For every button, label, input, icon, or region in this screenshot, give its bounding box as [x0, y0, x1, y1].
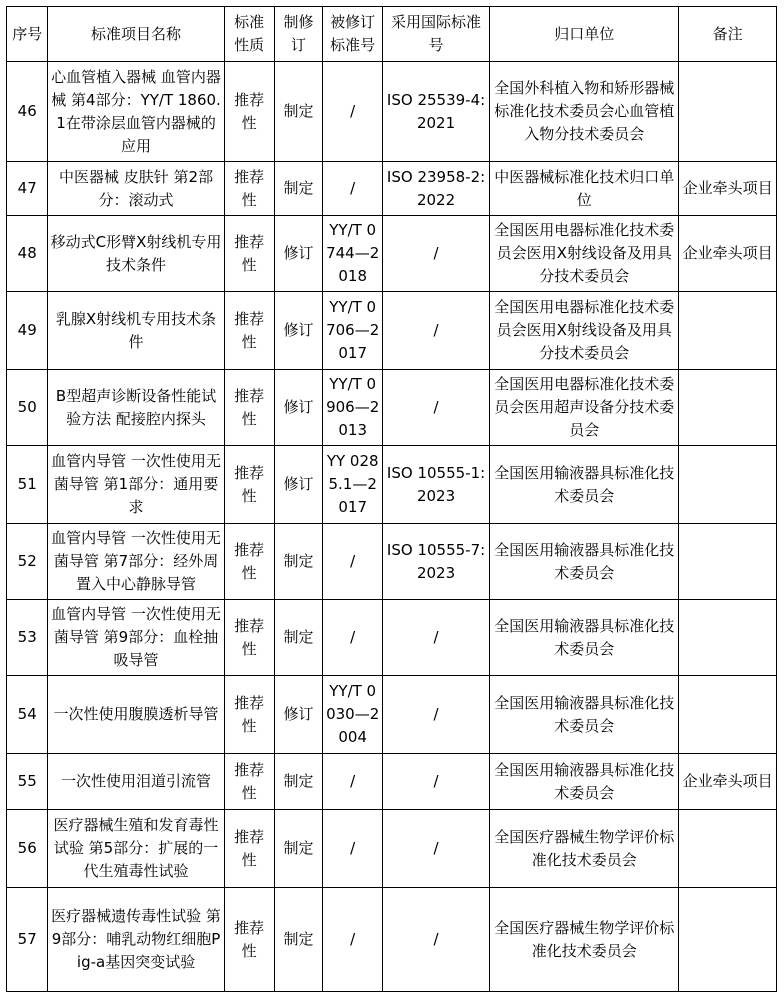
- cell-unit: 全国医用电器标准化技术委员会医用X射线设备及用具分技术委员会: [490, 216, 679, 292]
- table-row: [7, 62, 777, 162]
- cell-type: 修订: [274, 446, 323, 524]
- cell-replaced: YY/T 0744—2018: [323, 216, 382, 292]
- table-header-row: [7, 7, 777, 62]
- cell-intl: /: [382, 292, 489, 370]
- cell-no: 56: [7, 810, 48, 888]
- cell-nature: 推荐性: [224, 524, 274, 600]
- cell-type: 修订: [274, 292, 323, 370]
- cell-note: [679, 524, 777, 600]
- cell-intl: /: [382, 676, 489, 754]
- cell-no: 55: [7, 754, 48, 810]
- cell-name: B型超声诊断设备性能试验方法 配接腔内探头: [48, 370, 224, 446]
- header-note: 备注: [679, 7, 777, 62]
- cell-replaced: YY 0285.1—2017: [323, 446, 382, 524]
- table-row: [7, 810, 777, 888]
- cell-intl: ISO 25539-4:2021: [382, 62, 489, 162]
- cell-name: 移动式C形臂X射线机专用技术条件: [48, 216, 224, 292]
- cell-name: 血管内导管 一次性使用无菌导管 第7部分：经外周置入中心静脉导管: [48, 524, 224, 600]
- cell-nature: 推荐性: [224, 446, 274, 524]
- cell-replaced: YY/T 0906—2013: [323, 370, 382, 446]
- cell-nature: 推荐性: [224, 754, 274, 810]
- cell-name: 中医器械 皮肤针 第2部分：滚动式: [48, 162, 224, 216]
- header-replaced: 被修订标准号: [323, 7, 382, 62]
- cell-unit: 全国医用电器标准化技术委员会医用超声设备分技术委员会: [490, 370, 679, 446]
- cell-type: 制定: [274, 162, 323, 216]
- cell-replaced: /: [323, 754, 382, 810]
- cell-replaced: /: [323, 600, 382, 676]
- cell-type: 制定: [274, 754, 323, 810]
- cell-unit: 全国医疗器械生物学评价标准化技术委员会: [490, 888, 679, 992]
- cell-intl: ISO 10555-1:2023: [382, 446, 489, 524]
- cell-intl: /: [382, 810, 489, 888]
- cell-no: 50: [7, 370, 48, 446]
- cell-name: 血管内导管 一次性使用无菌导管 第1部分：通用要求: [48, 446, 224, 524]
- cell-note: [679, 810, 777, 888]
- cell-name: 血管内导管 一次性使用无菌导管 第9部分：血栓抽吸导管: [48, 600, 224, 676]
- cell-note: [679, 446, 777, 524]
- cell-no: 57: [7, 888, 48, 992]
- table-row: [7, 600, 777, 676]
- table-row: [7, 524, 777, 600]
- cell-intl: ISO 10555-7:2023: [382, 524, 489, 600]
- table-row: [7, 888, 777, 992]
- cell-replaced: /: [323, 810, 382, 888]
- cell-replaced: /: [323, 888, 382, 992]
- cell-note: [679, 888, 777, 992]
- cell-no: 48: [7, 216, 48, 292]
- cell-nature: 推荐性: [224, 216, 274, 292]
- table-row: [7, 676, 777, 754]
- header-name: 标准项目名称: [48, 7, 224, 62]
- cell-unit: 全国医用输液器具标准化技术委员会: [490, 676, 679, 754]
- cell-intl: /: [382, 216, 489, 292]
- cell-type: 制定: [274, 524, 323, 600]
- cell-nature: 推荐性: [224, 292, 274, 370]
- cell-no: 52: [7, 524, 48, 600]
- cell-unit: 中医器械标准化技术归口单位: [490, 162, 679, 216]
- cell-name: 乳腺X射线机专用技术条件: [48, 292, 224, 370]
- cell-replaced: /: [323, 62, 382, 162]
- cell-replaced: YY/T 0706—2017: [323, 292, 382, 370]
- table-row: [7, 162, 777, 216]
- cell-nature: 推荐性: [224, 888, 274, 992]
- cell-no: 51: [7, 446, 48, 524]
- cell-nature: 推荐性: [224, 676, 274, 754]
- cell-unit: 全国医用电器标准化技术委员会医用X射线设备及用具分技术委员会: [490, 292, 679, 370]
- cell-type: 制定: [274, 600, 323, 676]
- cell-name: 医疗器械生殖和发育毒性试验 第5部分：扩展的一代生殖毒性试验: [48, 810, 224, 888]
- cell-no: 54: [7, 676, 48, 754]
- cell-replaced: YY/T 0030—2004: [323, 676, 382, 754]
- table-row: [7, 754, 777, 810]
- table-row: [7, 370, 777, 446]
- cell-intl: /: [382, 754, 489, 810]
- cell-intl: /: [382, 600, 489, 676]
- cell-type: 修订: [274, 676, 323, 754]
- cell-name: 心血管植入器械 血管内器械 第4部分：YY/T 1860.1在带涂层血管内器械的应用: [48, 62, 224, 162]
- table-row: [7, 446, 777, 524]
- cell-unit: 全国医用输液器具标准化技术委员会: [490, 446, 679, 524]
- header-intl: 采用国际标准号: [382, 7, 489, 62]
- cell-type: 制定: [274, 62, 323, 162]
- table-row: [7, 292, 777, 370]
- table-row: [7, 216, 777, 292]
- cell-unit: 全国医用输液器具标准化技术委员会: [490, 524, 679, 600]
- cell-nature: 推荐性: [224, 600, 274, 676]
- cell-no: 53: [7, 600, 48, 676]
- cell-name: 一次性使用腹膜透析导管: [48, 676, 224, 754]
- cell-nature: 推荐性: [224, 370, 274, 446]
- cell-note: 企业牵头项目: [679, 162, 777, 216]
- standards-table: [6, 6, 777, 992]
- header-type: 制修订: [274, 7, 323, 62]
- cell-intl: /: [382, 888, 489, 992]
- cell-name: 一次性使用泪道引流管: [48, 754, 224, 810]
- cell-nature: 推荐性: [224, 162, 274, 216]
- cell-note: 企业牵头项目: [679, 754, 777, 810]
- cell-nature: 推荐性: [224, 62, 274, 162]
- cell-note: [679, 370, 777, 446]
- cell-nature: 推荐性: [224, 810, 274, 888]
- cell-type: 修订: [274, 370, 323, 446]
- cell-replaced: /: [323, 524, 382, 600]
- cell-type: 修订: [274, 216, 323, 292]
- cell-note: [679, 600, 777, 676]
- cell-note: [679, 62, 777, 162]
- cell-note: [679, 292, 777, 370]
- cell-no: 46: [7, 62, 48, 162]
- cell-unit: 全国医疗器械生物学评价标准化技术委员会: [490, 810, 679, 888]
- header-unit: 归口单位: [490, 7, 679, 62]
- cell-unit: 全国外科植入物和矫形器械标准化技术委员会心血管植入物分技术委员会: [490, 62, 679, 162]
- cell-name: 医疗器械遗传毒性试验 第9部分：哺乳动物红细胞Pig-a基因突变试验: [48, 888, 224, 992]
- cell-type: 制定: [274, 810, 323, 888]
- cell-intl: ISO 23958-2:2022: [382, 162, 489, 216]
- cell-note: [679, 676, 777, 754]
- cell-replaced: /: [323, 162, 382, 216]
- cell-no: 47: [7, 162, 48, 216]
- header-no: 序号: [7, 7, 48, 62]
- cell-unit: 全国医用输液器具标准化技术委员会: [490, 600, 679, 676]
- header-nature: 标准性质: [224, 7, 274, 62]
- cell-no: 49: [7, 292, 48, 370]
- cell-type: 制定: [274, 888, 323, 992]
- cell-intl: /: [382, 370, 489, 446]
- cell-unit: 全国医用输液器具标准化技术委员会: [490, 754, 679, 810]
- cell-note: 企业牵头项目: [679, 216, 777, 292]
